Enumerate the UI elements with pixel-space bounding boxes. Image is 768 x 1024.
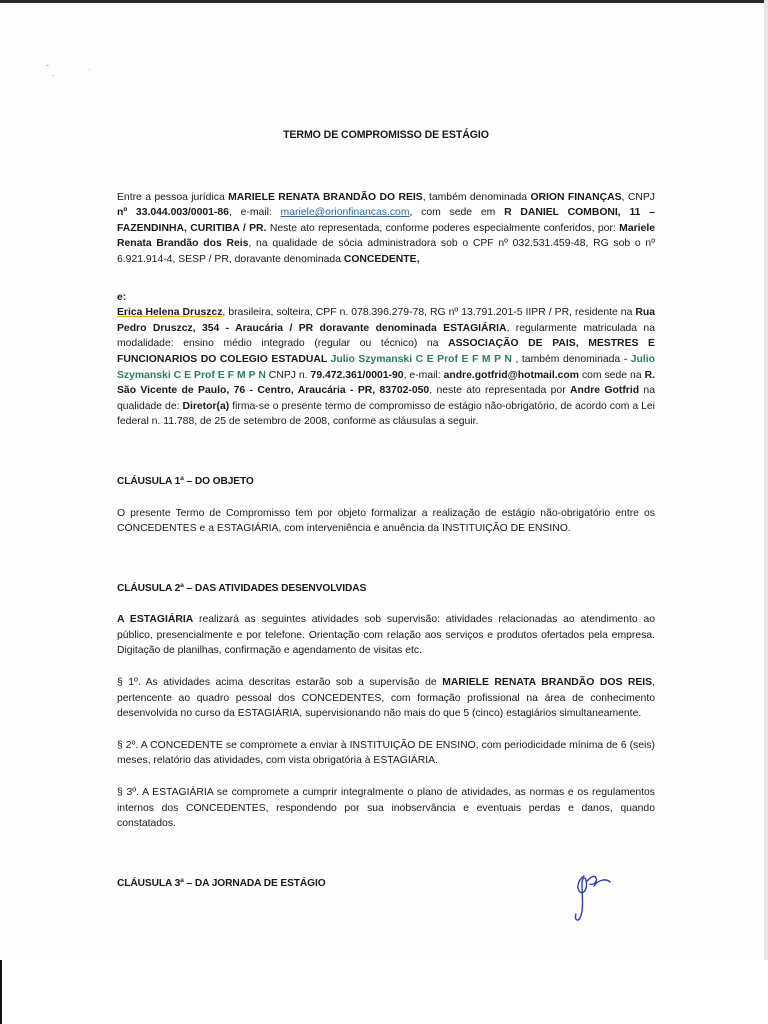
trade-name: ORION FINANÇAS [530, 191, 622, 203]
text-run: Entre a pessoa jurídica [117, 191, 229, 203]
text-run: firma-se o presente termo de compromisso de estágio não-obrigatório, de acordo com a Lei federal n. 11.788, de 25 de setembro de 2008, conforme as cláusulas a seguir. [117, 400, 655, 428]
scan-edge-top [0, 0, 768, 3]
clause-2-text [117, 612, 655, 659]
scan-speck: - [46, 60, 49, 70]
handwritten-signature [570, 866, 620, 926]
text-run: , pertencente ao quadro pessoal dos CONCEDENTES, com formação profissional na área de conhecimento desenvolvida no curso da ESTAGIÁRIA, supervisionando não mais do que 5 (cinco) estagiários simultaneamente. [117, 677, 656, 720]
text-run: , na qualidade de sócia administradora sob o CPF nº 032.531.459-48, RG sob o nº 6.921.914-4, SESP / PR, doravante denominada [117, 238, 655, 265]
representative-name: Mariele Renata Brandão dos Reis [117, 222, 655, 250]
director-role: Diretor(a) [182, 400, 230, 412]
clause-2-heading: CLÁUSULA 2ª – DAS ATIVIDADES DESENVOLVIDAS [117, 582, 367, 594]
clause-2-paragraph-3: § 3º. A ESTAGIÁRIA se compromete a cumprir integralmente o plano de atividades, as normas e os regulamentos internos dos CONCEDENTES, respondendo por sua inobservância e eventuais perdas e danos, quando constatados. [117, 787, 655, 830]
text-run: , com sede em [409, 207, 505, 219]
scan-speck: ˙ [88, 68, 91, 78]
clause-3-heading: CLÁUSULA 3ª – DA JORNADA DE ESTÁGIO [117, 877, 326, 889]
clause-1-heading: CLÁUSULA 1ª – DO OBJETO [117, 475, 254, 487]
text-run: CNPJ n. [265, 369, 311, 381]
company-cnpj: nº 33.044.003/0001-86 [117, 207, 229, 219]
text-run: , neste ato representada por [429, 385, 571, 397]
text-run: realizará as seguintes atividades sob supervisão: atividades relacionadas ao atendimento ao público, presencialmente e por telefone. Orientação com relação aos serviços e produtos ofertados pela empresa. Digitação de planilhas, confirmação e agendamento de visitas etc. [117, 614, 656, 657]
text-run: , brasileira, solteira, CPF n. 078.396.279-78, RG nº 13.791.201-5 IIPR / PR, residente na [222, 307, 636, 319]
text-run: , CNPJ [621, 191, 655, 203]
text-run: na qualidade de: [117, 385, 655, 412]
school-address: R. São Vicente de Paulo, 76 - Centro, Araucária - PR, 83702-050 [117, 369, 655, 397]
text-run: § 1º. As atividades acima descritas estarão sob a supervisão de [117, 677, 443, 689]
document-body [117, 128, 655, 891]
text-run: , também denominada [422, 191, 531, 203]
text-run: , regularmente matriculada na modalidade: ensino médio integrado (regular ou técnico) na [117, 322, 655, 350]
student-address: Rua Pedro Druszcz, 354 - Araucária / PR doravante denominada ESTAGIÁRIA [117, 307, 656, 334]
scan-edge-left [0, 960, 2, 1024]
clause-2-paragraph-2: § 2º. A CONCEDENTE se compromete a enviar à INSTITUIÇÃO DE ENSINO, com periodicidade mínima de 6 (seis) meses, relatório das atividades, com vista obrigatória à ESTAGIÁRIA. [117, 739, 655, 767]
text-run: com sede na [578, 369, 645, 381]
document-title: TERMO DE COMPROMISSO DE ESTÁGIO [283, 129, 489, 141]
director-name: Andre Gotfrid [570, 385, 640, 397]
company-name: MARIELE RENATA BRANDÃO DO REIS [228, 191, 423, 203]
and-label: e: [117, 291, 127, 303]
school-cnpj: 79.472.361/0001-90 [310, 369, 404, 381]
school-name-alias: - Julio Szymanski C E Prof E F M P N [117, 353, 655, 381]
concedente-label: CONCEDENTE, [343, 253, 420, 265]
supervisor-name: MARIELE RENATA BRANDÃO DOS REIS [442, 677, 653, 689]
text-run: , e-mail: [403, 369, 444, 381]
school-email: andre.gotfrid@hotmail.com [443, 369, 579, 381]
student-paragraph [117, 305, 655, 430]
student-name: Erica Helena Druszcz [117, 307, 223, 319]
school-association: ASSOCIAÇÃO DE PAIS, MESTRES E FUNCIONARIOS DO COLEGIO ESTADUAL [117, 338, 655, 365]
text-run: , e-mail: [228, 207, 281, 219]
scan-speck: · [52, 70, 55, 80]
text-run: , também denominada [511, 353, 624, 365]
clause-1-text: O presente Termo de Compromisso tem por objeto formalizar a realização de estágio não-obrigatório entre os CONCEDENTES e a ESTAGIÁRIA, com interveniência e anuência da INSTITUIÇÃO DE ENSINO. [117, 507, 655, 535]
text-run: Neste ato representada, conforme poderes especialmente conferidos, por: [266, 222, 620, 234]
clause-2-paragraph-1 [117, 675, 655, 722]
clause-2-lead: A ESTAGIÁRIA [117, 614, 194, 626]
scan-edge-right [764, 0, 768, 1024]
intro-paragraph [117, 190, 655, 268]
company-address: R DANIEL COMBONI, 11 – FAZENDINHA, CURITIBA / PR. [117, 207, 655, 234]
school-name: Julio Szymanski C E Prof E F M P N [327, 353, 512, 365]
scan-margin-bottom [0, 960, 768, 1024]
company-email-link[interactable]: mariele@orionfinancas.com [280, 207, 410, 219]
